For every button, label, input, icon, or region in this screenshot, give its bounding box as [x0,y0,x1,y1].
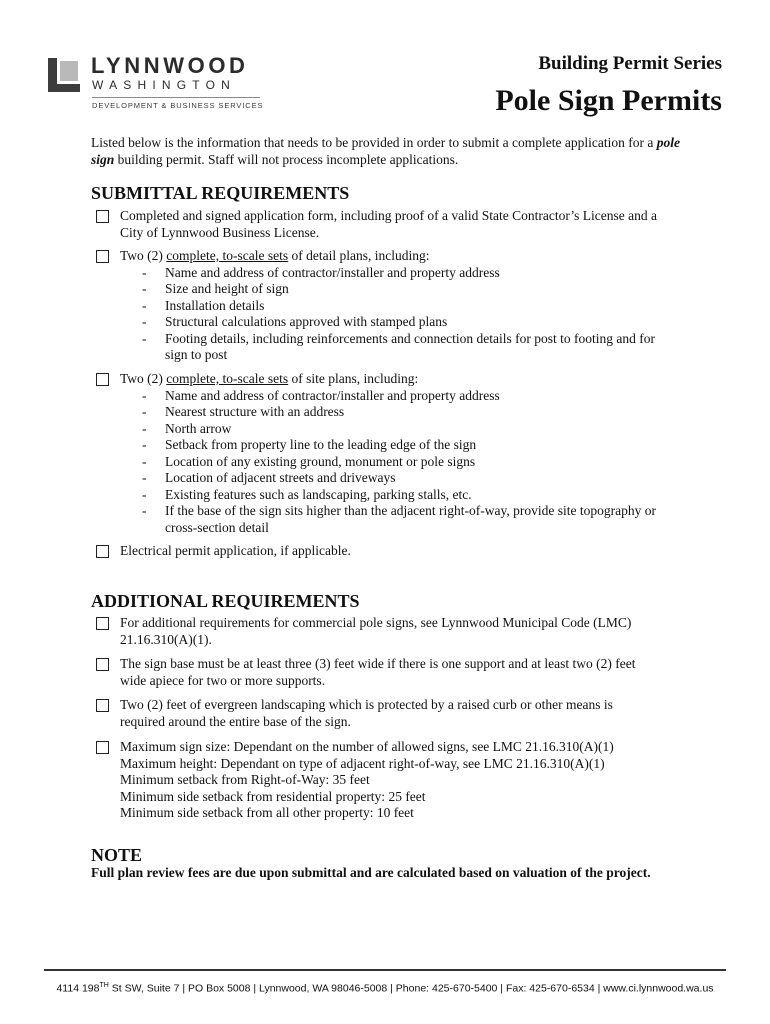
lynnwood-logo [48,55,278,115]
checkbox[interactable] [96,545,109,558]
list-item: - Location of any existing ground, monument or pole signs [142,453,476,469]
list-item: - If the base of the sign sits higher than the adjacent right-of-way, provide site topography or [142,503,656,518]
list-item: - Setback from property line to the leading edge of the sign [142,437,477,452]
list-item: - Existing features such as landscaping, parking stalls, etc. [142,486,472,502]
intro-emphasis: pole sign [91,135,680,167]
page-title: Pole Sign Permits [495,84,722,117]
checkbox[interactable] [96,373,109,386]
list-item: - Name and address of contractor/installer and property address [142,387,500,403]
logo-divider [92,97,260,98]
footer-contact: 4114 198TH St SW, Suite 7 | PO Box 5008 | Lynnwood, WA 98046-5008 | Phone: 425-670-5400 | Fax: 425-670-6534 | www.ci.lynnwood.wa.us [56,982,714,995]
submittal-item-electrical: Electrical permit application, if applicable. [96,543,686,560]
submittal-item-site-plans: Two (2) complete, to-scale sets of site plans, including: - Name and address of contractor/installer and property address - Nearest structure with an address - North arrow - Setback from property line to the leading edge of the sign - Location of any existing ground, monument or pole signs - Location of adjacent streets and driveways - Existing features such as landscaping, parking stalls, etc. - If the base of the sign sits higher than the adjacent right-of-way, provide site topography or cross-section detail [96,371,686,536]
submittal-item-detail-plans: Two (2) complete, to-scale sets of detail plans, including: - Name and address of contractor/installer and property address - Size and height of sign - Installation details - Structural calculations approved with stamped plans - Footing details, including reinforcements and connection details for post to footing and for sign to post [96,248,686,364]
list-item: - Name and address of contractor/installer and property address [142,264,500,280]
list-item-continuation: cross-section detail [165,519,269,535]
logo-department: DEVELOPMENT & BUSINESS SERVICES [92,101,264,110]
additional-item-dimensions: Maximum sign size: Dependant on the number of allowed signs, see LMC 21.16.310(A)(1) Maximum height: Dependant on type of adjacent right-of-way, see LMC 21.16.310(A)(1) Minimum setback from Right-of-Way: 35 feet Minimum side setback from residential property: 25 feet Minimum side setback from all other property: 10 feet [96,739,686,822]
list-item: - Size and height of sign [142,281,289,296]
checkbox[interactable] [96,617,109,630]
detail-plans-list [120,265,686,364]
checkbox[interactable] [96,699,109,712]
submittal-item-application-form: Completed and signed application form, including proof of a valid State Contractor’s License and a City of Lynnwood Business License. [96,208,686,241]
note-heading: NOTE [91,845,143,865]
logo-mark-icon [48,58,80,92]
list-item: - Footing details, including reinforcements and connection details for post to footing and for [142,330,656,346]
logo-state: WASHINGTON [92,78,237,92]
list-item: - North arrow [142,420,232,436]
intro-paragraph: Listed below is the information that needs to be provided in order to submit a complete application for a pole sign building permit. Staff will not process incomplete applications. [91,135,680,167]
list-item: - Nearest structure with an address [142,404,345,419]
list-item: - Installation details [142,297,265,313]
list-item: - Location of adjacent streets and driveways [142,470,396,485]
list-item-continuation: sign to post [165,347,228,362]
footer-divider [44,969,726,971]
series-title: Building Permit Series [538,53,722,74]
additional-item-sign-base: The sign base must be at least three (3) feet wide if there is one support and at least two (2) feet wide apiece for two or more supports. [96,656,686,689]
submittal-heading: SUBMITTAL REQUIREMENTS [91,183,350,203]
checkbox[interactable] [96,658,109,671]
additional-item-landscaping: Two (2) feet of evergreen landscaping which is protected by a raised curb or other means is required around the entire base of the sign. [96,697,686,730]
checkbox[interactable] [96,210,109,223]
additional-heading: ADDITIONAL REQUIREMENTS [91,591,360,611]
site-plans-list [120,388,686,537]
logo-name: LYNNWOOD [91,53,249,78]
checkbox[interactable] [96,250,109,263]
list-item: - Structural calculations approved with stamped plans [142,314,448,329]
checkbox[interactable] [96,741,109,754]
additional-item-lmc: For additional requirements for commercial pole signs, see Lynnwood Municipal Code (LMC) 21.16.310(A)(1). [96,615,686,648]
note-body: Full plan review fees are due upon submittal and are calculated based on valuation of the project. [91,865,651,880]
